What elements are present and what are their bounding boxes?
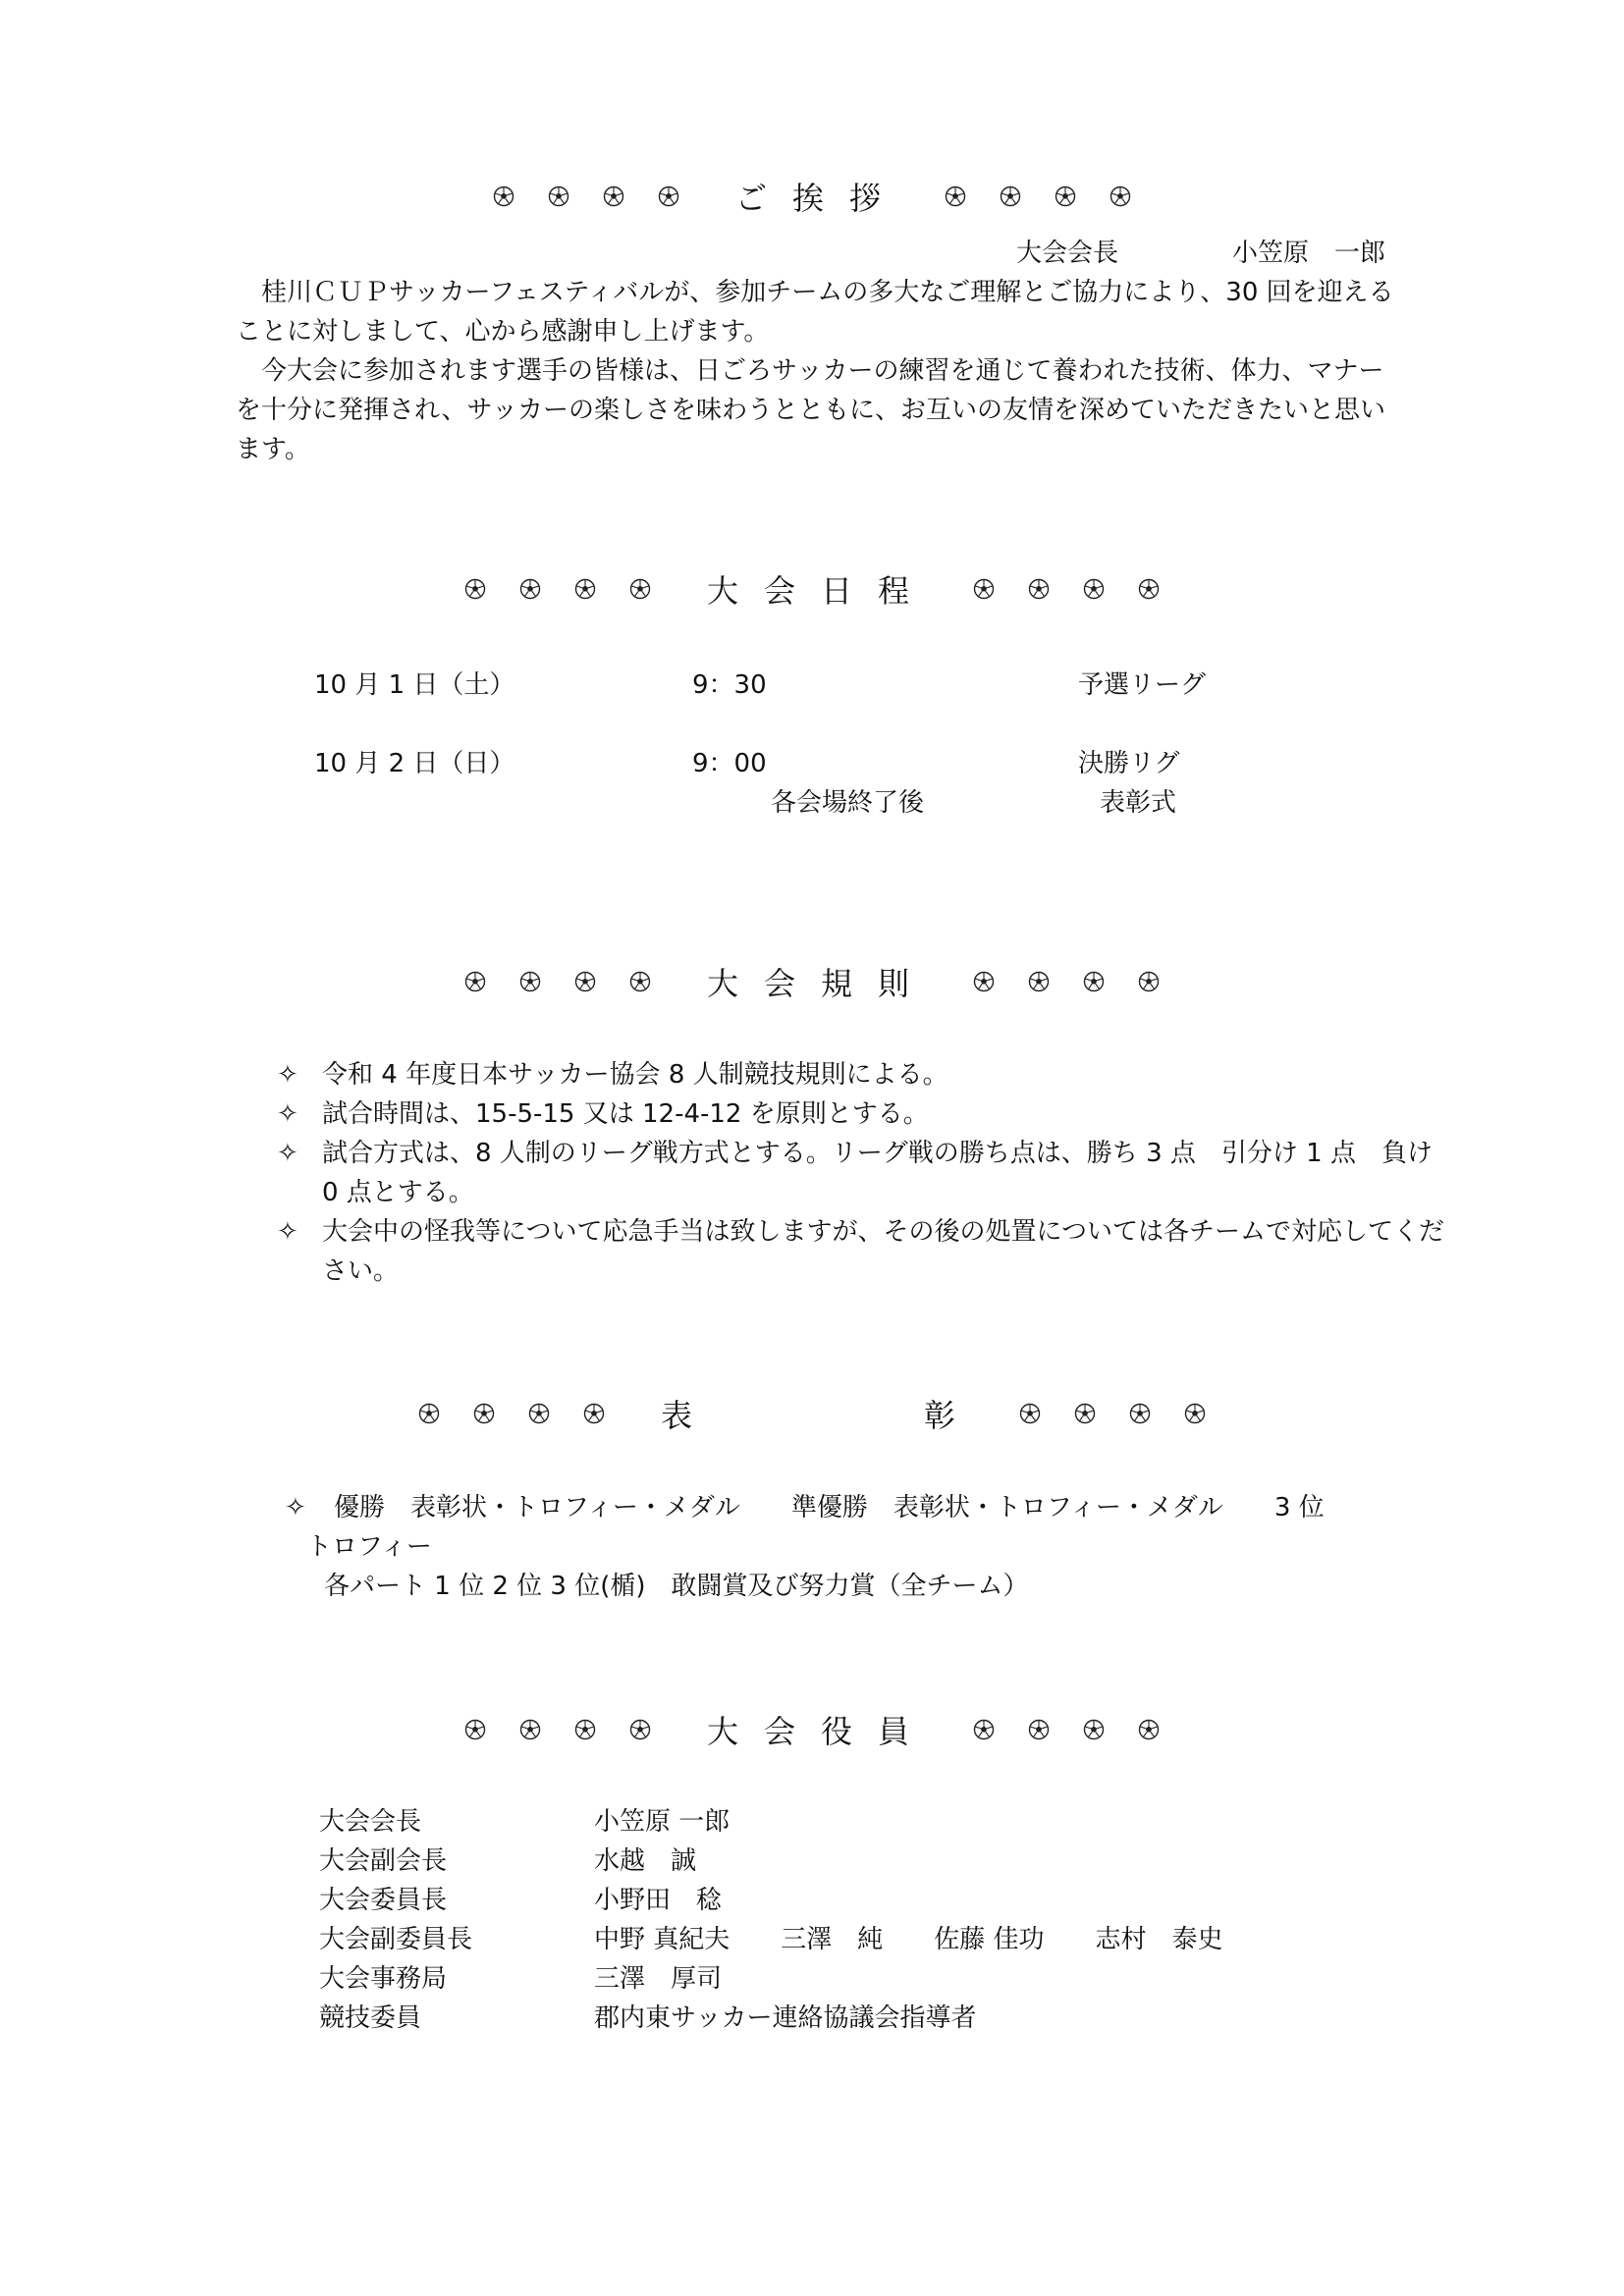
soccer-ball-icon xyxy=(464,971,486,992)
soccer-ball-icon xyxy=(1055,186,1076,207)
soccer-ball-icon xyxy=(418,1403,440,1424)
officials-heading xyxy=(0,1700,1624,1759)
soccer-ball-icon xyxy=(658,186,679,207)
sparkle-bullet-icon: ✧ xyxy=(277,1217,298,1247)
soccer-ball-icon xyxy=(629,971,651,992)
section-title xyxy=(661,1391,981,1436)
schedule-date: 10 月 2 日（日） xyxy=(314,749,515,778)
soccer-ball-icon xyxy=(519,971,541,992)
awards-line-3: 各パート 1 位 2 位 3 位(楯) 敢闘賞及び努力賞（全チーム） xyxy=(324,1572,1029,1601)
soccer-ball-icon xyxy=(574,578,596,600)
soccer-ball-icon xyxy=(973,971,995,992)
schedule-heading xyxy=(0,560,1624,618)
schedule-time: 9：00 xyxy=(692,749,767,778)
soccer-ball-icon xyxy=(629,578,651,600)
soccer-ball-icon xyxy=(519,1719,541,1740)
rule-item xyxy=(277,1055,1451,1095)
soccer-ball-icon xyxy=(1028,1719,1050,1740)
official-role: 大会委員長 xyxy=(319,1886,448,1915)
soccer-ball-icon xyxy=(574,971,596,992)
official-names: 水越 誠 xyxy=(594,1846,697,1876)
soccer-ball-icon xyxy=(1083,971,1105,992)
soccer-ball-icon xyxy=(528,1403,550,1424)
soccer-ball-icon xyxy=(1028,971,1050,992)
rule-text: 試合方式は、8 人制のリーグ戦方式とする。リーグ戦の勝ち点は、勝ち 3 点 引分け 1 点 負け 0 点とする。 xyxy=(322,1139,1433,1207)
soccer-ball-icon xyxy=(1138,971,1160,992)
awards-title-right: 彰 xyxy=(924,1397,982,1434)
ball-row-right xyxy=(928,186,1148,207)
official-names: 中野 真紀夫 三澤 純 佐藤 佳功 志村 泰史 xyxy=(594,1925,1223,1954)
soccer-ball-icon xyxy=(1019,1403,1041,1424)
ball-row-right xyxy=(956,578,1176,600)
soccer-ball-icon xyxy=(1129,1403,1151,1424)
rule-text: 試合時間は、15-5-15 又は 12-4-12 を原則とする。 xyxy=(322,1099,929,1129)
soccer-ball-icon xyxy=(945,186,966,207)
ball-row-left xyxy=(402,1403,622,1424)
soccer-ball-icon xyxy=(1184,1403,1206,1424)
ball-row-right xyxy=(956,971,1176,992)
soccer-ball-icon xyxy=(574,1719,596,1740)
official-names: 小笠原 一郎 xyxy=(594,1807,731,1837)
rules-heading xyxy=(0,952,1624,1011)
schedule-time: 9：30 xyxy=(692,670,767,700)
sparkle-bullet-icon: ✧ xyxy=(277,1099,298,1129)
ball-row-left xyxy=(448,1719,668,1740)
soccer-ball-icon xyxy=(629,1719,651,1740)
section-title: 大会日程 xyxy=(706,572,935,610)
section-title: 大会規則 xyxy=(706,965,935,1002)
official-role: 競技委員 xyxy=(319,2003,422,2033)
soccer-ball-icon xyxy=(1138,1719,1160,1740)
awards-line-2: トロフィー xyxy=(306,1532,432,1562)
soccer-ball-icon xyxy=(973,1719,995,1740)
greeting-paragraph-2: 今大会に参加されます選手の皆様は、日ごろサッカーの練習を通じて養われた技術、体力、マナーを十分に発揮され、サッカーの楽しさを味わうとともに、お互いの友情を深めていただきたいと思います。 xyxy=(236,356,1386,464)
ball-row-left xyxy=(448,971,668,992)
official-role: 大会会長 xyxy=(319,1807,422,1837)
schedule-after-time: 各会場終了後 xyxy=(771,788,925,818)
soccer-ball-icon xyxy=(519,578,541,600)
official-role: 大会事務局 xyxy=(319,1964,448,1994)
sparkle-bullet-icon: ✧ xyxy=(285,1493,306,1522)
soccer-ball-icon xyxy=(1083,1719,1105,1740)
rule-item xyxy=(277,1095,1451,1134)
soccer-ball-icon xyxy=(464,578,486,600)
soccer-ball-icon xyxy=(464,1719,486,1740)
soccer-ball-icon xyxy=(1074,1403,1096,1424)
schedule-event: 予選リーグ xyxy=(1078,670,1207,700)
rule-item xyxy=(277,1212,1451,1291)
ball-row-right xyxy=(1002,1403,1222,1424)
schedule-event: 決勝リグ xyxy=(1078,749,1180,778)
awards-title-left: 表 xyxy=(660,1397,718,1434)
official-names: 郡内東サッカー連絡協議会指導者 xyxy=(594,2003,977,2033)
soccer-ball-icon xyxy=(493,186,514,207)
awards-heading xyxy=(0,1384,1624,1443)
soccer-ball-icon xyxy=(1138,578,1160,600)
rule-item xyxy=(277,1134,1451,1212)
soccer-ball-icon xyxy=(1000,186,1021,207)
official-role: 大会副会長 xyxy=(319,1846,448,1876)
awards-line-1: 優勝 表彰状・トロフィー・メダル 準優勝 表彰状・トロフィー・メダル 3 位 xyxy=(334,1493,1325,1522)
rule-text: 大会中の怪我等について応急手当は致しますが、その後の処置については各チームで対応してください。 xyxy=(322,1217,1444,1286)
greeting-heading xyxy=(0,167,1624,226)
schedule-after-event: 表彰式 xyxy=(1100,788,1177,818)
official-role: 大会副委員長 xyxy=(319,1925,473,1954)
soccer-ball-icon xyxy=(548,186,569,207)
soccer-ball-icon xyxy=(973,578,995,600)
soccer-ball-icon xyxy=(1110,186,1131,207)
section-title: ご挨拶 xyxy=(734,180,906,217)
ball-row-left xyxy=(448,578,668,600)
signature-role: 大会会長 xyxy=(1016,239,1119,268)
soccer-ball-icon xyxy=(1083,578,1105,600)
schedule-date: 10 月 1 日（土） xyxy=(314,670,515,700)
signature-name: 小笠原 一郎 xyxy=(1232,239,1386,268)
sparkle-bullet-icon: ✧ xyxy=(277,1060,298,1090)
rule-text: 令和 4 年度日本サッカー協会 8 人制競技規則による。 xyxy=(322,1060,948,1090)
official-names: 三澤 厚司 xyxy=(594,1964,723,1994)
greeting-paragraph-1: 桂川ＣＵＰサッカーフェスティバルが、参加チームの多大なご理解とご協力により、30 回を迎えることに対しまして、心から感謝申し上げます。 xyxy=(236,278,1394,347)
official-names: 小野田 稔 xyxy=(594,1886,723,1915)
soccer-ball-icon xyxy=(583,1403,605,1424)
soccer-ball-icon xyxy=(473,1403,495,1424)
section-title: 大会役員 xyxy=(706,1713,935,1750)
sparkle-bullet-icon: ✧ xyxy=(277,1139,298,1168)
ball-row-left xyxy=(476,186,696,207)
ball-row-right xyxy=(956,1719,1176,1740)
soccer-ball-icon xyxy=(1028,578,1050,600)
soccer-ball-icon xyxy=(603,186,624,207)
